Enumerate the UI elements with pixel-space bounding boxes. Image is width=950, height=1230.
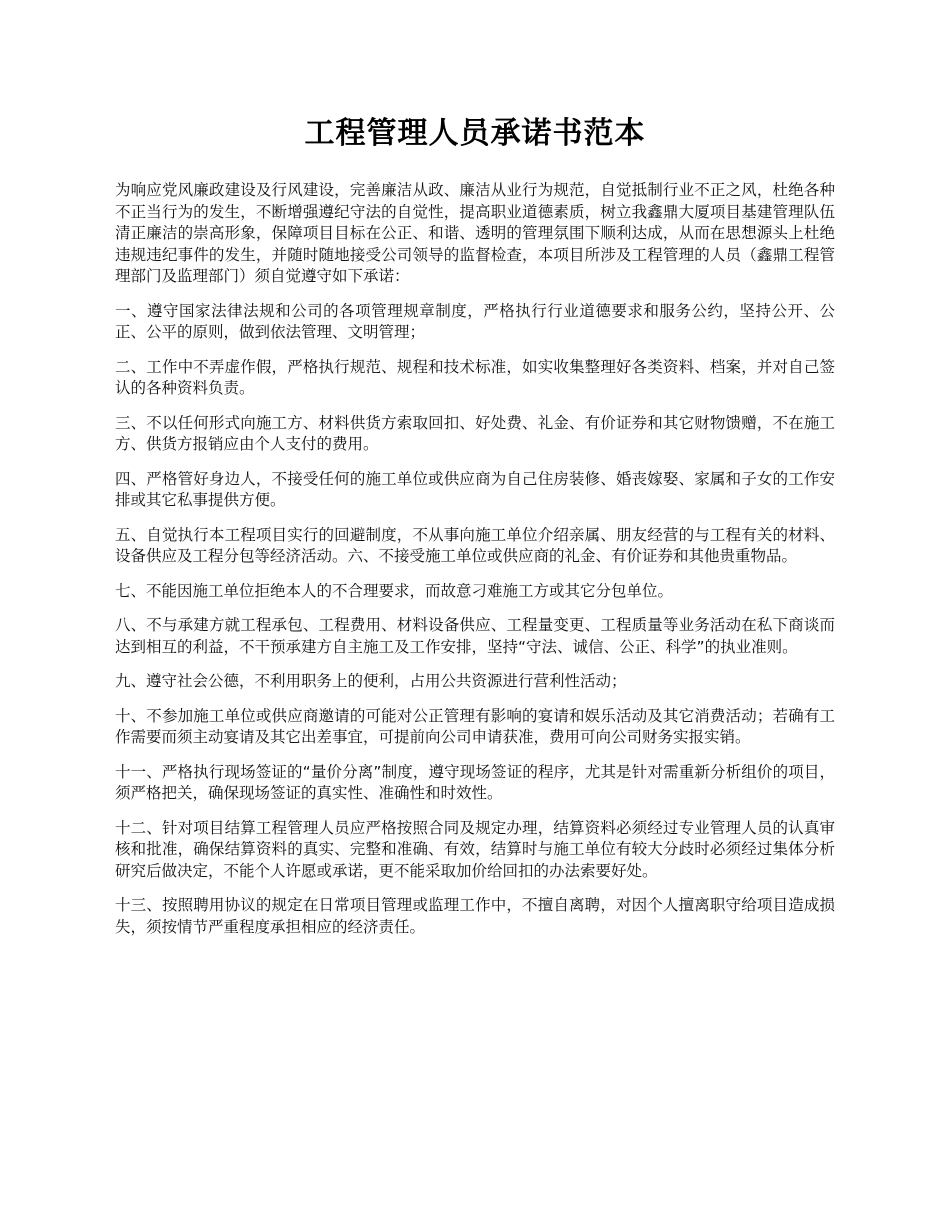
clause-10-paragraph: 十、不参加施工单位或供应商邀请的可能对公正管理有影响的宴请和娱乐活动及其它消费活动；若确有工作需要而须主动宴请及其它出差事宜，可提前向公司申请获准，费用可向公司财务实报实销。 — [115, 706, 835, 746]
clause-11-paragraph: 十一、严格执行现场签证的“量价分离”制度，遵守现场签证的程序，尤其是针对需重新分析组价的项目，须严格把关，确保现场签证的真实性、准确性和时效性。 — [115, 762, 835, 802]
clause-2-paragraph: 二、工作中不弄虚作假，严格执行规范、规程和技术标准，如实收集整理好各类资料、档案，并对自己签认的各种资料负责。 — [115, 357, 835, 397]
clause-12-paragraph: 十二、针对项目结算工程管理人员应严格按照合同及规定办理，结算资料必须经过专业管理人员的认真审核和批准，确保结算资料的真实、完整和准确、有效，结算时与施工单位有较大分歧时必须经过集体分析研究后做决定，不能个人许愿或承诺，更不能采取加价给回扣的办法索要好处。 — [115, 818, 835, 880]
document-title: 工程管理人员承诺书范本 — [304, 116, 646, 151]
clause-3-paragraph: 三、不以任何形式向施工方、材料供货方索取回扣、好处费、礼金、有价证券和其它财物馈赠，不在施工方、供货方报销应由个人支付的费用。 — [115, 413, 835, 453]
clause-9-paragraph: 九、遵守社会公德，不利用职务上的便利，占用公共资源进行营利性活动； — [115, 672, 627, 690]
clause-13-paragraph: 十三、按照聘用协议的规定在日常项目管理或监理工作中，不擅自离聘，对因个人擅离职守给项目造成损失，须按情节严重程度承担相应的经济责任。 — [115, 896, 835, 936]
clause-5-6-paragraph: 五、自觉执行本工程项目实行的回避制度，不从事向施工单位介绍亲属、朋友经营的与工程有关的材料、设备供应及工程分包等经济活动。六、不接受施工单位或供应商的礼金、有价证券和其他贵重物品。 — [115, 525, 835, 565]
clause-1-paragraph: 一、遵守国家法律法规和公司的各项管理规章制度，严格执行行业道德要求和服务公约，坚持公开、公正、公平的原则，做到依法管理、文明管理； — [115, 301, 835, 341]
clause-4-paragraph: 四、严格管好身边人，不接受任何的施工单位或供应商为自己住房装修、婚丧嫁娶、家属和子女的工作安排或其它私事提供方便。 — [115, 469, 835, 509]
clause-7-paragraph: 七、不能因施工单位拒绝本人的不合理要求，而故意刁难施工方或其它分包单位。 — [115, 581, 674, 600]
intro-paragraph: 为响应党风廉政建设及行风建设，完善廉洁从政、廉洁从业行为规范，自觉抵制行业不正之风，杜绝各种不正当行为的发生，不断增强遵纪守法的自觉性，提高职业道德素质，树立我鑫鼎大厦项目基建管理队伍清正廉洁的崇高形象，保障项目目标在公正、和谐、透明的管理氛围下顺利达成，从而在思想源头上杜绝违规违纪事件的发生，并随时随地接受公司领导的监督检查，本项目所涉及工程管理的人员（鑫鼎工程管理部门及监理部门）须自觉遵守如下承诺： — [115, 181, 835, 285]
document-body — [115, 180, 835, 938]
clause-8-paragraph: 八、不与承建方就工程承包、工程费用、材料设备供应、工程量变更、工程质量等业务活动在私下商谈而达到相互的利益，不干预承建方自主施工及工作安排，坚持“守法、诚信、公正、科学”的执业准则。 — [115, 616, 835, 656]
